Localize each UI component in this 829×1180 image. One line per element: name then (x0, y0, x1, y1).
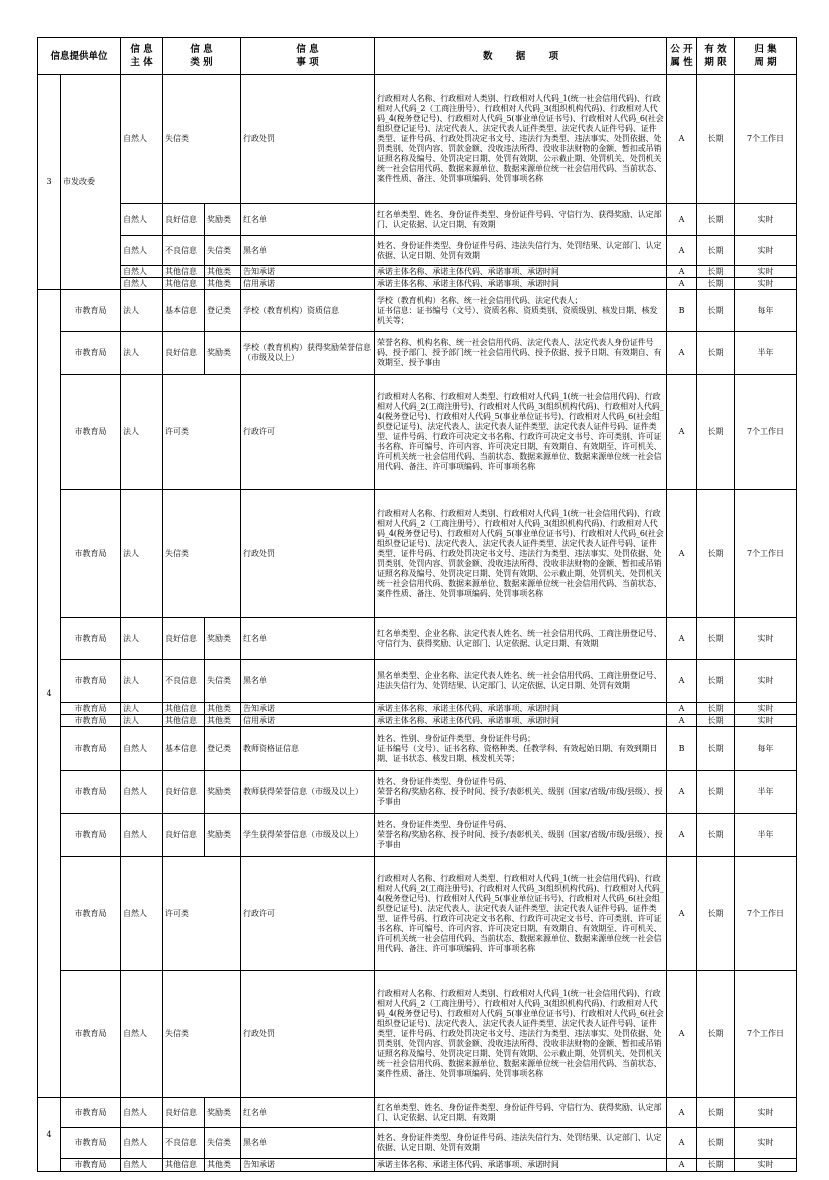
provider-unit: 市教育局 (61, 332, 121, 375)
info-subcategory: 奖励类 (205, 204, 241, 236)
info-subject: 法人 (121, 660, 163, 703)
provider-unit: 市教育局 (61, 618, 121, 660)
collection-cycle: 实时 (735, 278, 797, 290)
collection-cycle: 半年 (735, 814, 797, 857)
table-row (38, 703, 797, 715)
info-item: 红名单 (241, 1098, 375, 1128)
table-body (38, 75, 797, 1172)
provider-unit: 市教育局 (61, 1159, 121, 1172)
info-subcategory: 其他类 (205, 1159, 241, 1172)
header-subject: 信 息 主 体 (121, 38, 163, 75)
info-item: 学生获得荣誉信息（市级及以上） (241, 814, 375, 857)
public-attribute: A (667, 375, 697, 490)
public-attribute: A (667, 204, 697, 236)
info-subject: 自然人 (121, 771, 163, 814)
info-category: 其他信息 (163, 703, 205, 715)
header-data: 数 据 项 (375, 38, 667, 75)
info-item: 行政处罚 (241, 971, 375, 1098)
info-item: 黑名单 (241, 236, 375, 266)
info-category: 许可类 (163, 375, 241, 490)
table-row (38, 857, 797, 971)
validity-period: 长期 (697, 971, 735, 1098)
public-attribute: A (667, 1159, 697, 1172)
table-row (38, 375, 797, 490)
public-attribute: A (667, 618, 697, 660)
public-attribute: A (667, 857, 697, 971)
info-subject: 法人 (121, 618, 163, 660)
info-catalog-table (37, 37, 797, 1172)
info-category: 不良信息 (163, 236, 205, 266)
validity-period: 长期 (697, 618, 735, 660)
info-subject: 自然人 (121, 278, 163, 290)
collection-cycle: 每年 (735, 290, 797, 332)
collection-cycle: 实时 (735, 1159, 797, 1172)
info-category: 许可类 (163, 857, 241, 971)
public-attribute: A (667, 75, 697, 204)
info-subject: 自然人 (121, 1159, 163, 1172)
collection-cycle: 实时 (735, 703, 797, 715)
validity-period: 长期 (697, 727, 735, 771)
public-attribute: A (667, 332, 697, 375)
collection-cycle: 实时 (735, 715, 797, 727)
data-fields: 承诺主体名称、承诺主体代码、承诺事项、承诺时间 (375, 703, 667, 715)
info-subcategory: 奖励类 (205, 771, 241, 814)
public-attribute: A (667, 278, 697, 290)
info-category: 其他信息 (163, 278, 205, 290)
info-category: 良好信息 (163, 332, 205, 375)
info-subcategory: 失信类 (205, 660, 241, 703)
info-category: 良好信息 (163, 814, 205, 857)
info-category: 失信类 (163, 75, 241, 204)
validity-period: 长期 (697, 857, 735, 971)
info-subject: 法人 (121, 703, 163, 715)
provider-unit: 市教育局 (61, 814, 121, 857)
info-subcategory: 其他类 (205, 278, 241, 290)
info-item: 黑名单 (241, 1128, 375, 1159)
info-subject: 自然人 (121, 857, 163, 971)
data-fields: 荣誉名称、机构名称、统一社会信用代码、法定代表人、法定代表人身份证件号码、授予部门、授予部门统一社会信用代码、授予依据、授予日期、有效期自、有效期至、授予事由 (375, 332, 667, 375)
validity-period: 长期 (697, 1159, 735, 1172)
public-attribute: A (667, 236, 697, 266)
validity-period: 长期 (697, 236, 735, 266)
table-row (38, 236, 797, 266)
info-subcategory: 奖励类 (205, 1098, 241, 1128)
provider-unit: 市教育局 (61, 771, 121, 814)
collection-cycle: 实时 (735, 204, 797, 236)
validity-period: 长期 (697, 266, 735, 278)
collection-cycle: 实时 (735, 1128, 797, 1159)
info-item: 学校（教育机构）获得奖励荣誉信息（市级及以上） (241, 332, 375, 375)
public-attribute: A (667, 490, 697, 618)
validity-period: 长期 (697, 715, 735, 727)
info-item: 红名单 (241, 618, 375, 660)
table-row (38, 771, 797, 814)
info-subject: 自然人 (121, 266, 163, 278)
table-row (38, 715, 797, 727)
table-row (38, 266, 797, 278)
info-item: 学校（教育机构）资质信息 (241, 290, 375, 332)
info-item: 行政许可 (241, 857, 375, 971)
info-subject: 法人 (121, 375, 163, 490)
info-subject: 法人 (121, 490, 163, 618)
table-row (38, 278, 797, 290)
info-category: 失信类 (163, 490, 241, 618)
info-category: 失信类 (163, 971, 241, 1098)
provider-unit: 市教育局 (61, 971, 121, 1098)
collection-cycle: 实时 (735, 618, 797, 660)
info-category: 其他信息 (163, 266, 205, 278)
info-item: 信用承诺 (241, 715, 375, 727)
group-number: 4 (38, 290, 61, 1098)
header-validity: 有 效 期 限 (697, 38, 735, 75)
table-row (38, 75, 797, 204)
info-category: 基本信息 (163, 727, 205, 771)
table-row (38, 1128, 797, 1159)
public-attribute: A (667, 703, 697, 715)
provider-unit: 市教育局 (61, 490, 121, 618)
info-item: 行政许可 (241, 375, 375, 490)
validity-period: 长期 (697, 490, 735, 618)
header-provider: 信息提供单位 (38, 38, 121, 75)
info-category: 不良信息 (163, 660, 205, 703)
info-item: 告知承诺 (241, 1159, 375, 1172)
info-item: 告知承诺 (241, 266, 375, 278)
info-subject: 法人 (121, 290, 163, 332)
info-subcategory: 奖励类 (205, 618, 241, 660)
info-subject: 自然人 (121, 1098, 163, 1128)
info-category: 其他信息 (163, 1159, 205, 1172)
info-category: 基本信息 (163, 290, 205, 332)
validity-period: 长期 (697, 703, 735, 715)
public-attribute: B (667, 727, 697, 771)
info-subject: 自然人 (121, 814, 163, 857)
info-subcategory: 失信类 (205, 236, 241, 266)
provider-unit: 市教育局 (61, 703, 121, 715)
info-subject: 法人 (121, 715, 163, 727)
info-item: 教师资格证信息 (241, 727, 375, 771)
data-fields: 姓名、身份证件类型、身份证件号码、 荣誉名称/奖励名称、授予时间、授予/表彰机关、级别（国家/省级/市级/县级）、授予事由 (375, 814, 667, 857)
provider-unit: 市教育局 (61, 660, 121, 703)
table-row (38, 490, 797, 618)
table-row (38, 618, 797, 660)
provider-unit: 市教育局 (61, 1098, 121, 1128)
collection-cycle: 半年 (735, 332, 797, 375)
info-subject: 自然人 (121, 1128, 163, 1159)
public-attribute: A (667, 1128, 697, 1159)
group-number: 4 (38, 1098, 61, 1172)
validity-period: 长期 (697, 332, 735, 375)
data-fields: 行政相对人名称、行政相对人类别、行政相对人代码_1(统一社会信用代码)、行政相对人代码_2（工商注册号）、行政相对人代码_3(组织机构代码)、行政相对人代码_4(税务登记号)、行政相对人代码_5(事业单位证书号)、行政相对人代码_6(社会组织登记证号)、法定代表人、法定代表人证件类型、法定代表人证件号码、证件类型、证件号码、行政处罚决定书文号、违法行为类型、违法事实、处罚依据、处罚类别、处罚内容、罚款金额、没收违法所得、没收非法财物的金额、暂扣或吊销证照名称及编号、处罚决定日期、处罚有效期、公示截止期、处罚机关、处罚机关统一社会信用代码、数据来源单位、数据来源单位统一社会信用代码、当前状态、案件性质、备注、处罚事项编码、处罚事项名称 (375, 971, 667, 1098)
info-subject: 自然人 (121, 971, 163, 1098)
validity-period: 长期 (697, 75, 735, 204)
data-fields: 姓名、性别、身份证件类型、身份证件号码； 证书编号（文号）、证书名称、资格种类、任教学科、有效起始日期、有效到期日期、证书状态、核发日期、核发机关等； (375, 727, 667, 771)
data-fields: 姓名、身份证件类型、身份证件号码、违法失信行为、处罚结果、认定部门、认定依据、认定日期、处罚有效期 (375, 1128, 667, 1159)
data-fields: 行政相对人名称、行政相对人类别、行政相对人代码_1(统一社会信用代码)、行政相对人代码_2（工商注册号）、行政相对人代码_3(组织机构代码)、行政相对人代码_4(税务登记号)、行政相对人代码_5(事业单位证书号)、行政相对人代码_6(社会组织登记证号)、法定代表人、法定代表人证件类型、法定代表人证件号码、证件类型、证件号码、行政处罚决定书文号、违法行为类型、违法事实、处罚依据、处罚类别、处罚内容、罚款金额、没收违法所得、没收非法财物的金额、暂扣或吊销证照名称及编号、处罚决定日期、处罚有效期、公示截止期、处罚机关、处罚机关统一社会信用代码、数据来源单位、数据来源单位统一社会信用代码、当前状态、案件性质、备注、处罚事项编码、处罚事项名称 (375, 75, 667, 204)
collection-cycle: 7个工作日 (735, 375, 797, 490)
info-subject: 法人 (121, 332, 163, 375)
validity-period: 长期 (697, 771, 735, 814)
collection-cycle: 7个工作日 (735, 75, 797, 204)
validity-period: 长期 (697, 660, 735, 703)
header-cycle: 归 集 周 期 (735, 38, 797, 75)
validity-period: 长期 (697, 814, 735, 857)
info-category: 良好信息 (163, 771, 205, 814)
data-fields: 行政相对人名称、行政相对人类别、行政相对人代码_1(统一社会信用代码)、行政相对人代码_2（工商注册号）、行政相对人代码_3(组织机构代码)、行政相对人代码_4(税务登记号)、行政相对人代码_5(事业单位证书号)、行政相对人代码_6(社会组织登记证号)、法定代表人、法定代表人证件类型、法定代表人证件号码、证件类型、证件号码、行政处罚决定书文号、违法行为类型、违法事实、处罚依据、处罚类别、处罚内容、罚款金额、没收违法所得、没收非法财物的金额、暂扣或吊销证照名称及编号、处罚决定日期、处罚有效期、公示截止期、处罚机关、处罚机关统一社会信用代码、数据来源单位、数据来源单位统一社会信用代码、当前状态、案件性质、备注、处罚事项编码、处罚事项名称 (375, 490, 667, 618)
data-fields: 红名单类型、姓名、身份证件类型、身份证件号码、守信行为、获得奖励、认定部门、认定依据、认定日期、有效期 (375, 1098, 667, 1128)
table-row (38, 1159, 797, 1172)
info-subject: 自然人 (121, 75, 163, 204)
provider-unit: 市教育局 (61, 857, 121, 971)
provider-unit: 市教育局 (61, 715, 121, 727)
data-fields: 承诺主体名称、承诺主体代码、承诺事项、承诺时间 (375, 266, 667, 278)
info-subcategory: 其他类 (205, 715, 241, 727)
collection-cycle: 实时 (735, 236, 797, 266)
data-fields: 红名单类型、企业名称、法定代表人姓名、统一社会信用代码、工商注册登记号、守信行为、获得奖励、认定部门、认定依据、认定日期、有效期 (375, 618, 667, 660)
info-item: 教师获得荣誉信息（市级及以上） (241, 771, 375, 814)
table-row (38, 660, 797, 703)
validity-period: 长期 (697, 1128, 735, 1159)
data-fields: 黑名单类型、企业名称、法定代表人姓名、统一社会信用代码、工商注册登记号、违法失信行为、处罚结果、认定部门、认定依据、认定日期、处罚有效期 (375, 660, 667, 703)
info-subcategory: 登记类 (205, 727, 241, 771)
info-subject: 自然人 (121, 727, 163, 771)
table-row (38, 290, 797, 332)
table-row (38, 332, 797, 375)
info-item: 红名单 (241, 204, 375, 236)
collection-cycle: 每年 (735, 727, 797, 771)
data-fields: 姓名、身份证件类型、身份证件号码、违法失信行为、处罚结果、认定部门、认定依据、认定日期、处罚有效期 (375, 236, 667, 266)
table-row (38, 204, 797, 236)
provider-unit: 市教育局 (61, 1128, 121, 1159)
info-subcategory: 其他类 (205, 266, 241, 278)
info-subcategory: 奖励类 (205, 332, 241, 375)
validity-period: 长期 (697, 375, 735, 490)
collection-cycle: 7个工作日 (735, 857, 797, 971)
header-category: 信 息 类 别 (163, 38, 241, 75)
collection-cycle: 实时 (735, 660, 797, 703)
provider-unit: 市发改委 (61, 75, 121, 290)
collection-cycle: 半年 (735, 771, 797, 814)
info-subject: 自然人 (121, 204, 163, 236)
info-subcategory: 其他类 (205, 703, 241, 715)
info-subcategory: 失信类 (205, 1128, 241, 1159)
data-fields: 行政相对人名称、行政相对人类型、行政相对人代码_1(统一社会信用代码)、行政相对人代码_2(工商注册号)、行政相对人代码_3(组织机构代码)、行政相对人代码_4(税务登记号)、行政相对人代码_5(事业单位证书号)、行政相对人代码_6(社会组织登记证号)、法定代表人、法定代表人证件类型、法定代表人证件号码、证件类型、证件号码、行政许可决定文书名称、行政许可决定文书号、许可类别、许可证书名称、许可编号、许可内容、许可决定日期、有效期自、有效期至、许可机关、许可机关统一社会信用代码、当前状态、数据来源单位、数据来源单位统一社会信用代码、备注、许可事项编码、许可事项名称 (375, 375, 667, 490)
data-fields: 红名单类型、姓名、身份证件类型、身份证件号码、守信行为、获得奖励、认定部门、认定依据、认定日期、有效期 (375, 204, 667, 236)
info-item: 行政处罚 (241, 75, 375, 204)
data-fields: 承诺主体名称、承诺主体代码、承诺事项、承诺时间 (375, 1159, 667, 1172)
public-attribute: A (667, 660, 697, 703)
header-item: 信 息 事 项 (241, 38, 375, 75)
data-fields: 学校（教育机构）名称、统一社会信用代码、法定代表人； 证书信息：证书编号（文号）、资质名称、资质类别、资质级别、核发日期、核发机关等； (375, 290, 667, 332)
public-attribute: A (667, 715, 697, 727)
collection-cycle: 实时 (735, 1098, 797, 1128)
validity-period: 长期 (697, 278, 735, 290)
info-subcategory: 登记类 (205, 290, 241, 332)
info-item: 黑名单 (241, 660, 375, 703)
info-item: 信用承诺 (241, 278, 375, 290)
table-row (38, 971, 797, 1098)
collection-cycle: 实时 (735, 266, 797, 278)
data-fields: 承诺主体名称、承诺主体代码、承诺事项、承诺时间 (375, 715, 667, 727)
info-category: 良好信息 (163, 618, 205, 660)
validity-period: 长期 (697, 1098, 735, 1128)
public-attribute: B (667, 290, 697, 332)
data-fields: 行政相对人名称、行政相对人类型、行政相对人代码_1(统一社会信用代码)、行政相对人代码_2(工商注册号)、行政相对人代码_3(组织机构代码)、行政相对人代码_4(税务登记号)、行政相对人代码_5(事业单位证书号)、行政相对人代码_6(社会组织登记证号)、法定代表人、法定代表人证件类型、法定代表人证件号码、证件类型、证件号码、行政许可决定文书名称、行政许可决定文书号、许可类别、许可证书名称、许可编号、许可内容、许可决定日期、有效期自、有效期至、许可机关、许可机关统一社会信用代码、当前状态、数据来源单位、数据来源单位统一社会信用代码、备注、许可事项编码、许可事项名称 (375, 857, 667, 971)
provider-unit: 市教育局 (61, 290, 121, 332)
info-item: 行政处罚 (241, 490, 375, 618)
public-attribute: A (667, 1098, 697, 1128)
data-fields: 姓名、身份证件类型、身份证件号码、 荣誉名称/奖励名称、授予时间、授予/表彰机关、级别（国家/省级/市级/县级）、授予事由 (375, 771, 667, 814)
header-public: 公 开 属 性 (667, 38, 697, 75)
data-fields: 承诺主体名称、承诺主体代码、承诺事项、承诺时间 (375, 278, 667, 290)
public-attribute: A (667, 814, 697, 857)
public-attribute: A (667, 971, 697, 1098)
info-category: 不良信息 (163, 1128, 205, 1159)
table-row (38, 814, 797, 857)
header-row (38, 38, 797, 75)
info-item: 告知承诺 (241, 703, 375, 715)
collection-cycle: 7个工作日 (735, 490, 797, 618)
provider-unit: 市教育局 (61, 727, 121, 771)
group-number: 3 (38, 75, 61, 290)
public-attribute: A (667, 771, 697, 814)
info-category: 其他信息 (163, 715, 205, 727)
table-row (38, 1098, 797, 1128)
info-category: 良好信息 (163, 204, 205, 236)
info-category: 良好信息 (163, 1098, 205, 1128)
validity-period: 长期 (697, 290, 735, 332)
info-subcategory: 奖励类 (205, 814, 241, 857)
table-row (38, 727, 797, 771)
validity-period: 长期 (697, 204, 735, 236)
info-subject: 自然人 (121, 236, 163, 266)
provider-unit: 市教育局 (61, 375, 121, 490)
collection-cycle: 7个工作日 (735, 971, 797, 1098)
public-attribute: A (667, 266, 697, 278)
